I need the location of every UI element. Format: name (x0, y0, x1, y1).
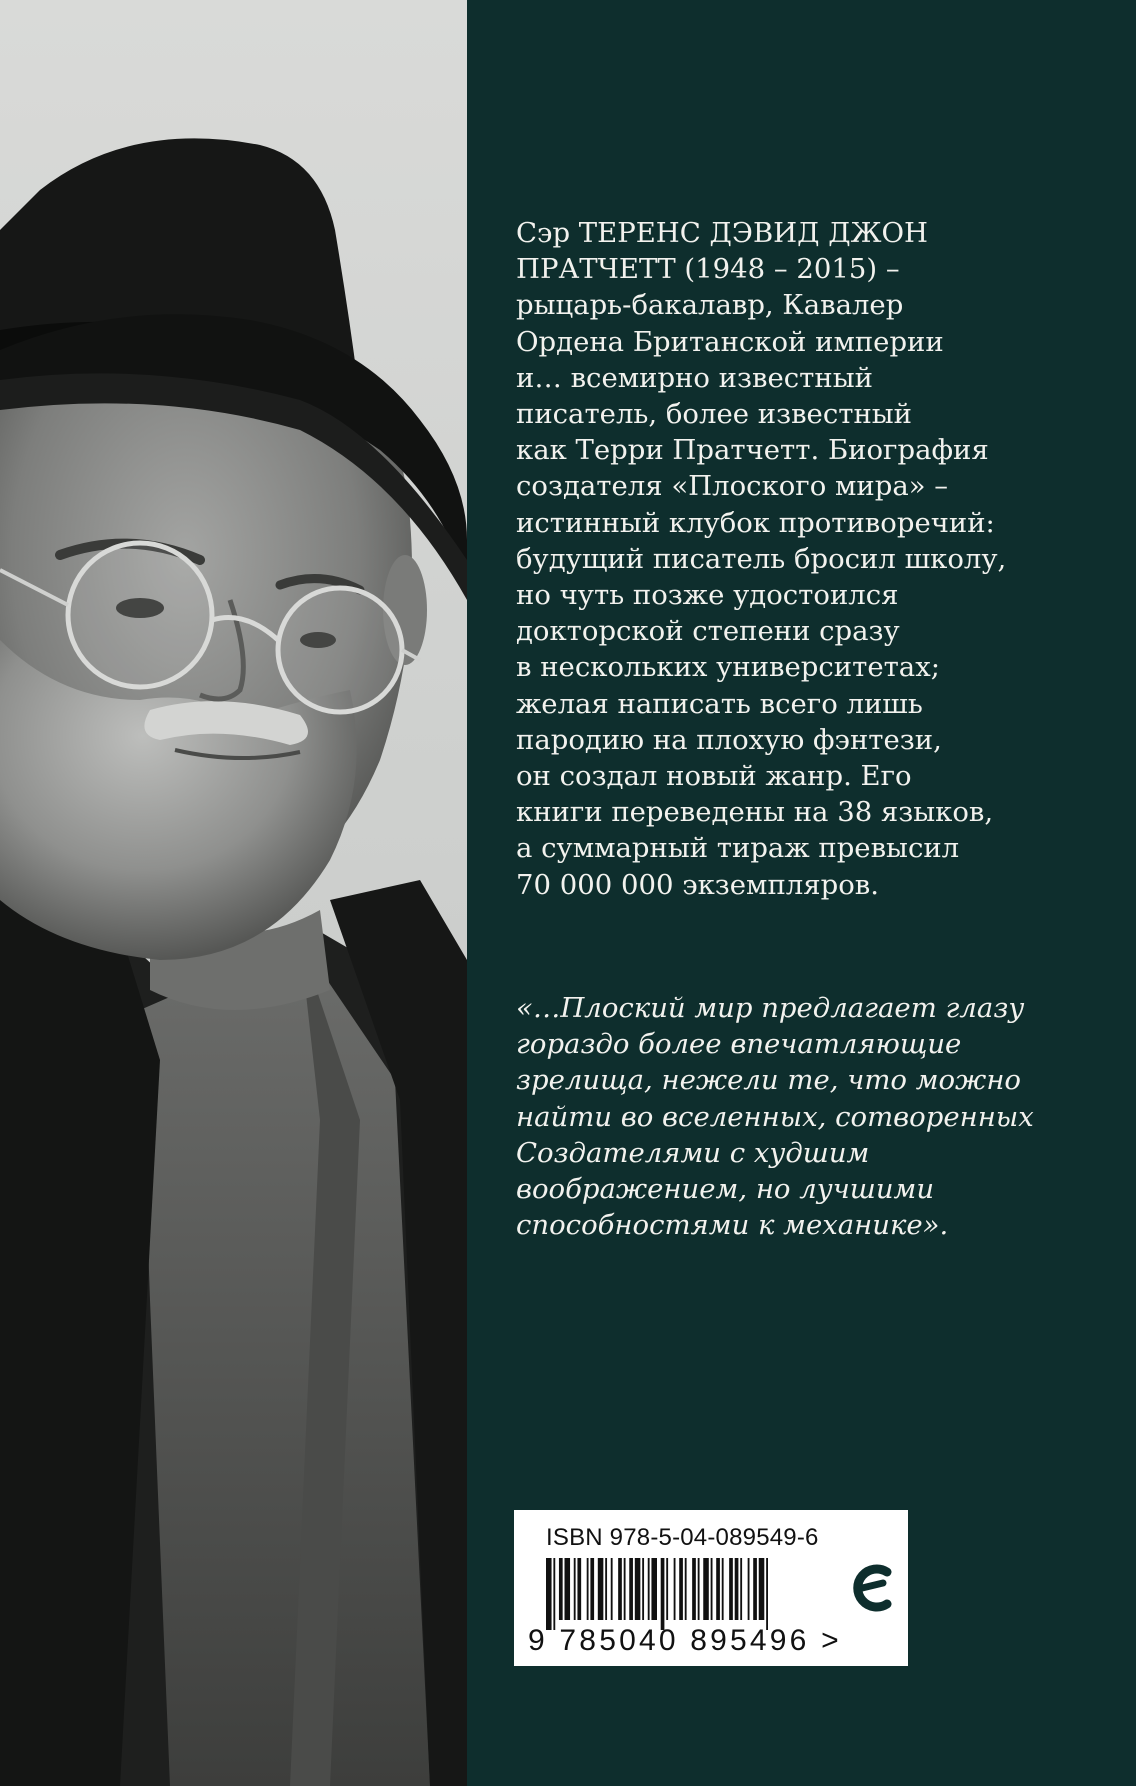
bio-line: в нескольких университетах; (516, 651, 940, 684)
barcode-bar (666, 1558, 668, 1620)
isbn-number: ISBN 978-5-04-089549-6 (546, 1524, 819, 1551)
barcode-bar (648, 1558, 650, 1620)
barcode-bar (651, 1558, 657, 1620)
barcode-bar (766, 1558, 768, 1630)
barcode-bar (685, 1558, 687, 1620)
barcode-bar (674, 1558, 676, 1620)
bio-line: будущий писатель бросил школу, (516, 542, 1007, 575)
barcode-bar (748, 1558, 750, 1620)
quote-line: Создателями с худшим (516, 1136, 870, 1169)
bio-line: и… всемирно известный (516, 361, 873, 394)
quote-line: зрелища, нежели те, что можно (516, 1064, 1021, 1097)
bio-line: но чуть позже удостоился (516, 579, 899, 612)
barcode-bar (574, 1558, 576, 1620)
bio-line: ПРАТЧЕТТ (1948 – 2015) – (516, 253, 900, 286)
barcode-bar (618, 1558, 622, 1620)
bio-line: книги переведены на 38 языков, (516, 796, 994, 829)
bio-line: пародию на плохую фэнтези, (516, 723, 942, 756)
barcode-bar (611, 1558, 613, 1620)
barcode-bar (735, 1558, 739, 1620)
barcode-bar (577, 1558, 581, 1620)
barcode-bars (546, 1558, 836, 1630)
barcode-bar (629, 1558, 633, 1620)
barcode-bar (565, 1558, 571, 1620)
bio-line: рыцарь-бакалавр, Кавалер (516, 289, 904, 322)
barcode-bar (740, 1558, 742, 1620)
barcode-bar (753, 1558, 757, 1620)
barcode-bar (598, 1558, 604, 1620)
bio-line: истинный клубок противоречий: (516, 506, 995, 539)
bio-line: он создал новый жанр. Его (516, 760, 912, 793)
bio-line: писатель, более известный (516, 398, 912, 431)
barcode-bar (703, 1558, 709, 1620)
barcode-bar (711, 1558, 713, 1620)
quote-line: найти во вселенных, сотворенных (516, 1100, 1034, 1133)
barcode-bar (729, 1558, 733, 1620)
barcode-bar (635, 1558, 641, 1620)
book-quote (516, 990, 1116, 1243)
barcode-bar (692, 1558, 696, 1620)
quote-line: «…Плоский мир предлагает глазу (516, 992, 1025, 1024)
barcode-bar (590, 1558, 594, 1620)
barcode-bar (605, 1558, 607, 1620)
author-portrait-illustration (0, 0, 467, 1786)
barcode-bar (624, 1558, 626, 1620)
barcode-bar (759, 1558, 765, 1620)
bio-line: желая написать всего лишь (516, 687, 923, 720)
barcode-bar (679, 1558, 683, 1620)
bio-line: 70 000 000 экземпляров. (516, 868, 879, 901)
author-biography (516, 215, 1106, 903)
barcode-bar (716, 1558, 720, 1620)
barcode-bar (722, 1558, 724, 1620)
barcode-bar (698, 1558, 700, 1620)
bio-line: создателя «Плоского мира» – (516, 470, 949, 503)
barcode-bar (553, 1558, 555, 1630)
barcode-bar (661, 1558, 665, 1630)
bio-line: Ордена Британской империи (516, 325, 944, 358)
eksmo-logo-icon (849, 1558, 895, 1618)
bio-line: докторской степени сразу (516, 615, 900, 648)
author-photo (0, 0, 467, 1786)
barcode-box (514, 1510, 908, 1666)
quote-line: воображением, но лучшими (516, 1173, 935, 1206)
bio-line: а суммарный тираж превысил (516, 832, 960, 865)
bio-line: Сэр ТЕРЕНС ДЭВИД ДЖОН (516, 217, 929, 249)
quote-line: способностями к механике». (516, 1209, 949, 1242)
barcode-bar (587, 1558, 589, 1620)
barcode-digits: 9 785040 895496 > (528, 1624, 842, 1657)
quote-line: гораздо более впечатляющие (516, 1028, 962, 1061)
bio-line: как Терри Пратчетт. Биография (516, 434, 989, 467)
barcode-bar (642, 1558, 644, 1620)
barcode-bar (546, 1558, 552, 1630)
barcode-bar (559, 1558, 563, 1620)
